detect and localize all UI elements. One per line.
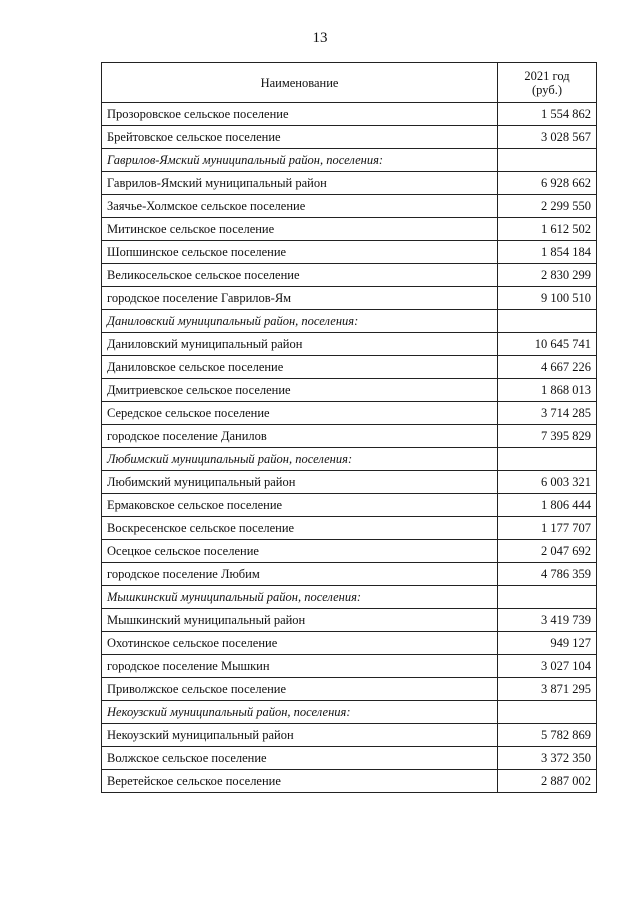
table-row	[102, 264, 597, 287]
table-row	[102, 126, 597, 149]
column-header-year-label: 2021 год	[524, 68, 570, 83]
table-row	[102, 655, 597, 678]
row-value: 10 645 741	[498, 333, 597, 356]
row-name: Приволжское сельское поселение	[102, 678, 498, 701]
table-row	[102, 563, 597, 586]
table-row	[102, 287, 597, 310]
table-row	[102, 425, 597, 448]
row-name: Заячье-Холмское сельское поселение	[102, 195, 498, 218]
table-group-row	[102, 149, 597, 172]
row-value: 7 395 829	[498, 425, 597, 448]
table-group-row	[102, 448, 597, 471]
table-group-row	[102, 701, 597, 724]
row-name: Дмитриевское сельское поселение	[102, 379, 498, 402]
row-name: Брейтовское сельское поселение	[102, 126, 498, 149]
row-value: 949 127	[498, 632, 597, 655]
row-value: 2 047 692	[498, 540, 597, 563]
row-name: Любимский муниципальный район	[102, 471, 498, 494]
row-value: 9 100 510	[498, 287, 597, 310]
row-name: Середское сельское поселение	[102, 402, 498, 425]
table-row	[102, 678, 597, 701]
row-name: Мышкинский муниципальный район	[102, 609, 498, 632]
row-name: Великосельское сельское поселение	[102, 264, 498, 287]
table-row	[102, 747, 597, 770]
row-name: Некоузский муниципальный район, поселения:	[102, 701, 498, 724]
row-name: Охотинское сельское поселение	[102, 632, 498, 655]
row-value: 1 177 707	[498, 517, 597, 540]
table-row	[102, 494, 597, 517]
row-name: Гаврилов-Ямский муниципальный район	[102, 172, 498, 195]
row-value: 3 027 104	[498, 655, 597, 678]
table-group-row	[102, 586, 597, 609]
row-name: Шопшинское сельское поселение	[102, 241, 498, 264]
row-value: 4 667 226	[498, 356, 597, 379]
row-name: Даниловский муниципальный район, поселения:	[102, 310, 498, 333]
row-name: городское поселение Мышкин	[102, 655, 498, 678]
row-name: Осецкое сельское поселение	[102, 540, 498, 563]
table-row	[102, 356, 597, 379]
row-value: 1 854 184	[498, 241, 597, 264]
row-value: 2 887 002	[498, 770, 597, 793]
row-value: 2 830 299	[498, 264, 597, 287]
row-value	[498, 310, 597, 333]
row-value: 6 928 662	[498, 172, 597, 195]
row-name: Даниловский муниципальный район	[102, 333, 498, 356]
column-header-unit: (руб.)	[532, 82, 562, 97]
table-row	[102, 471, 597, 494]
row-value: 3 419 739	[498, 609, 597, 632]
row-name: городское поселение Данилов	[102, 425, 498, 448]
row-value: 1 868 013	[498, 379, 597, 402]
row-name: Мышкинский муниципальный район, поселения:	[102, 586, 498, 609]
table-row	[102, 333, 597, 356]
table-header-row	[102, 63, 597, 103]
row-value: 3 028 567	[498, 126, 597, 149]
table-row	[102, 540, 597, 563]
row-value: 1 554 862	[498, 103, 597, 126]
table-row	[102, 241, 597, 264]
table-row	[102, 724, 597, 747]
row-value: 3 714 285	[498, 402, 597, 425]
table-row	[102, 517, 597, 540]
row-value: 1 612 502	[498, 218, 597, 241]
row-name: Ермаковское сельское поселение	[102, 494, 498, 517]
table-row	[102, 770, 597, 793]
row-name: Прозоровское сельское поселение	[102, 103, 498, 126]
row-name: Митинское сельское поселение	[102, 218, 498, 241]
page-number: 13	[312, 30, 328, 46]
row-name: Любимский муниципальный район, поселения:	[102, 448, 498, 471]
row-name: Даниловское сельское поселение	[102, 356, 498, 379]
table-row	[102, 195, 597, 218]
row-name: городское поселение Любим	[102, 563, 498, 586]
row-name: Волжское сельское поселение	[102, 747, 498, 770]
budget-table	[101, 62, 597, 793]
row-value: 3 871 295	[498, 678, 597, 701]
row-value: 5 782 869	[498, 724, 597, 747]
column-header-name: Наименование	[102, 63, 498, 103]
table-row	[102, 172, 597, 195]
column-header-year	[498, 63, 597, 103]
row-name: городское поселение Гаврилов-Ям	[102, 287, 498, 310]
table-row	[102, 379, 597, 402]
table-row	[102, 609, 597, 632]
table-row	[102, 402, 597, 425]
row-value: 3 372 350	[498, 747, 597, 770]
row-value: 6 003 321	[498, 471, 597, 494]
row-name: Некоузский муниципальный район	[102, 724, 498, 747]
row-value: 1 806 444	[498, 494, 597, 517]
row-value: 2 299 550	[498, 195, 597, 218]
row-value: 4 786 359	[498, 563, 597, 586]
table-row	[102, 218, 597, 241]
table-body	[102, 103, 597, 793]
row-value	[498, 448, 597, 471]
row-name: Воскресенское сельское поселение	[102, 517, 498, 540]
row-value	[498, 586, 597, 609]
row-value	[498, 701, 597, 724]
table-group-row	[102, 310, 597, 333]
row-name: Гаврилов-Ямский муниципальный район, поселения:	[102, 149, 498, 172]
table-row	[102, 632, 597, 655]
row-name: Веретейское сельское поселение	[102, 770, 498, 793]
table-row	[102, 103, 597, 126]
row-value	[498, 149, 597, 172]
